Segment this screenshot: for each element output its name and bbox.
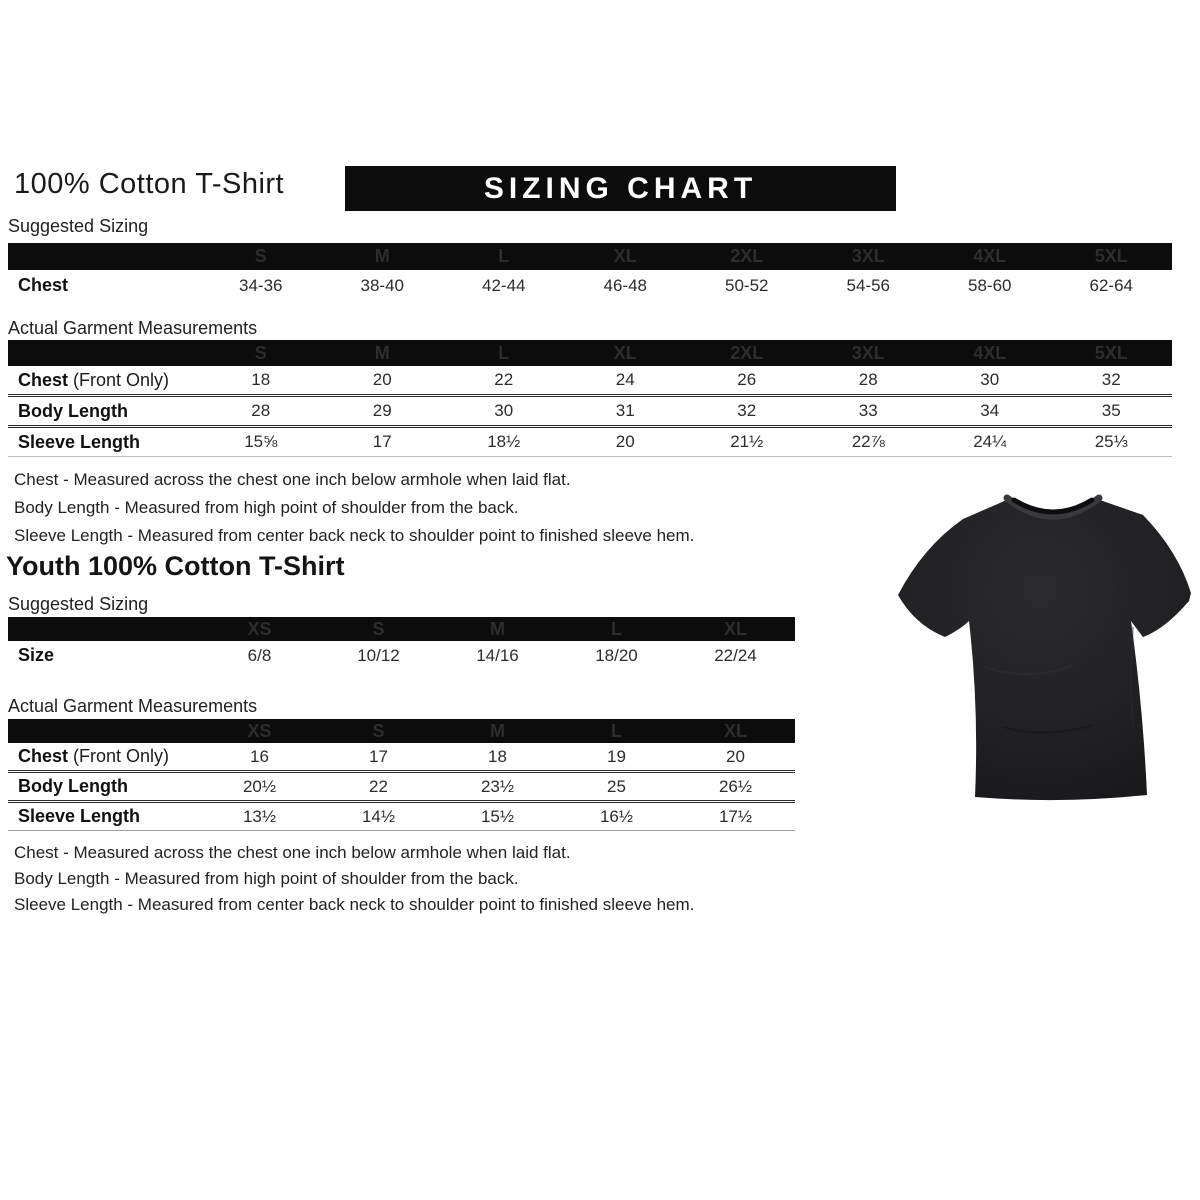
youth-title: Youth 100% Cotton T-Shirt: [6, 551, 345, 581]
cell: 62-64: [1089, 275, 1133, 295]
col-header: L: [498, 342, 510, 363]
cell: 35: [1101, 401, 1121, 420]
cell: 29: [372, 401, 392, 420]
cell: 32: [737, 401, 757, 420]
cell: 13½: [242, 806, 277, 826]
cell: 54-56: [846, 275, 890, 295]
cell: 22: [369, 776, 388, 796]
row-label-text: Chest: [18, 746, 69, 766]
tshirt-body: [898, 499, 1191, 800]
row-label-text: Body Length: [18, 400, 128, 421]
table-row: [8, 743, 795, 770]
cell: 10/12: [357, 645, 400, 665]
cell: 33: [858, 401, 878, 420]
sizing-chart-banner: [345, 166, 896, 211]
table-row: [8, 425, 1172, 456]
row-label: [8, 401, 200, 422]
col-header: 3XL: [851, 246, 885, 266]
cell: 14½: [361, 806, 396, 826]
row-label-text: Chest: [18, 275, 69, 295]
youth-actual-measurements-label: Actual Garment Measurements: [8, 696, 258, 716]
cell: 22/24: [714, 645, 757, 665]
cell: 50-52: [725, 275, 769, 295]
table-header-row: [8, 617, 795, 641]
col-header: XL: [723, 720, 747, 741]
cell: 30: [494, 401, 514, 420]
black-t-shirt-image: [893, 477, 1197, 809]
cell: 30: [980, 370, 1000, 389]
row-label-note: (Front Only): [68, 746, 170, 766]
youth-measurement-notes: [14, 840, 694, 918]
cell: 20½: [242, 776, 277, 796]
table-row: [8, 641, 795, 670]
table-header-row: [8, 243, 1172, 270]
adult-measurement-notes: [14, 466, 694, 550]
cell: 16: [250, 746, 269, 766]
row-label-text: Sleeve Length: [18, 431, 141, 452]
col-header: S: [254, 342, 267, 363]
row-label: [8, 746, 200, 767]
cell: 17: [372, 432, 392, 451]
col-header: XS: [247, 720, 272, 741]
table-row: [8, 770, 795, 800]
cell: 21½: [730, 432, 764, 451]
cell: 22⅞: [851, 432, 885, 451]
cell: 18/20: [595, 645, 638, 665]
col-header: 2XL: [730, 246, 764, 266]
cell: 20: [726, 746, 745, 766]
col-header: 3XL: [851, 342, 885, 363]
cell: 23½: [480, 776, 515, 796]
col-header: S: [372, 618, 385, 639]
cell: 26: [737, 370, 757, 389]
row-label: [8, 776, 200, 797]
cell: 58-60: [968, 275, 1012, 295]
col-header: XL: [613, 246, 637, 266]
table-row: [8, 800, 795, 830]
cell: 46-48: [603, 275, 647, 295]
cell: 28: [858, 370, 878, 389]
adult-title: 100% Cotton T-Shirt: [14, 168, 285, 200]
cell: 32: [1101, 370, 1121, 389]
col-header: XL: [613, 342, 637, 363]
row-label: [8, 645, 200, 666]
cell: 17: [369, 746, 388, 766]
row-label: [8, 806, 200, 827]
note-line: Sleeve Length - Measured from center back neck to shoulder point to finished sleeve hem.: [14, 526, 695, 545]
col-header: 5XL: [1094, 246, 1128, 266]
table-row: [8, 394, 1172, 425]
row-label-note: (Front Only): [68, 369, 170, 390]
cell: 26½: [718, 776, 753, 796]
note-line: Body Length - Measured from high point of shoulder from the back.: [14, 869, 519, 888]
cell: 18: [488, 746, 507, 766]
cell: 20: [615, 432, 635, 451]
cell: 15⅝: [244, 432, 278, 451]
table-row: [8, 366, 1172, 394]
col-header: M: [490, 720, 505, 741]
table-row: [8, 270, 1172, 301]
youth-suggested-sizing-label: Suggested Sizing: [8, 594, 149, 614]
col-header: L: [611, 720, 622, 741]
cell: 25: [607, 776, 626, 796]
cell: 22: [494, 370, 514, 389]
note-line: Body Length - Measured from high point of shoulder from the back.: [14, 498, 519, 517]
row-label: [8, 275, 200, 296]
cell: 16½: [599, 806, 634, 826]
table-header-row: [8, 340, 1172, 366]
row-label-text: Sleeve Length: [18, 806, 141, 826]
note-line: Chest - Measured across the chest one inch below armhole when laid flat.: [14, 470, 571, 489]
col-header: 2XL: [730, 342, 764, 363]
cell: 14/16: [476, 645, 519, 665]
row-label: [8, 432, 200, 453]
adult-actual-measurements-table: [8, 340, 1172, 457]
col-header: M: [490, 618, 505, 639]
adult-actual-measurements-label: Actual Garment Measurements: [8, 318, 258, 338]
cell: 17½: [718, 806, 753, 826]
cell: 25⅓: [1094, 432, 1128, 451]
col-header: S: [372, 720, 385, 741]
col-header: 4XL: [973, 342, 1007, 363]
cell: 18½: [487, 432, 521, 451]
cell: 15½: [480, 806, 515, 826]
cell: 31: [615, 401, 635, 420]
cell: 24¼: [973, 432, 1007, 451]
table-header-row: [8, 719, 795, 743]
youth-suggested-sizing-table: [8, 617, 795, 670]
youth-actual-measurements-table: [8, 719, 795, 831]
adult-suggested-sizing-label: Suggested Sizing: [8, 216, 149, 236]
col-header: L: [611, 618, 622, 639]
sizing-chart-banner-label: SIZING CHART: [483, 171, 758, 205]
col-header: 5XL: [1094, 342, 1128, 363]
cell: 28: [251, 401, 271, 420]
row-label-text: Chest: [18, 369, 69, 390]
cell: 6/8: [247, 645, 272, 665]
note-line: Sleeve Length - Measured from center back neck to shoulder point to finished sleeve hem.: [14, 895, 695, 914]
cell: 20: [372, 370, 392, 389]
cell: 34-36: [239, 275, 283, 295]
cell: 18: [251, 370, 271, 389]
note-line: Chest - Measured across the chest one inch below armhole when laid flat.: [14, 843, 571, 862]
cell: 19: [607, 746, 626, 766]
row-label-text: Size: [18, 645, 55, 665]
col-header: XL: [723, 618, 747, 639]
col-header: XS: [247, 618, 272, 639]
adult-suggested-sizing-table: [8, 243, 1172, 301]
row-label-text: Body Length: [18, 776, 128, 796]
row-label: [8, 370, 200, 391]
cell: 42-44: [482, 275, 526, 295]
col-header: M: [374, 342, 390, 363]
col-header: M: [374, 246, 390, 266]
cell: 38-40: [360, 275, 404, 295]
col-header: 4XL: [973, 246, 1007, 266]
cell: 24: [615, 370, 635, 389]
col-header: L: [498, 246, 510, 266]
cell: 34: [980, 401, 1000, 420]
col-header: S: [254, 246, 267, 266]
